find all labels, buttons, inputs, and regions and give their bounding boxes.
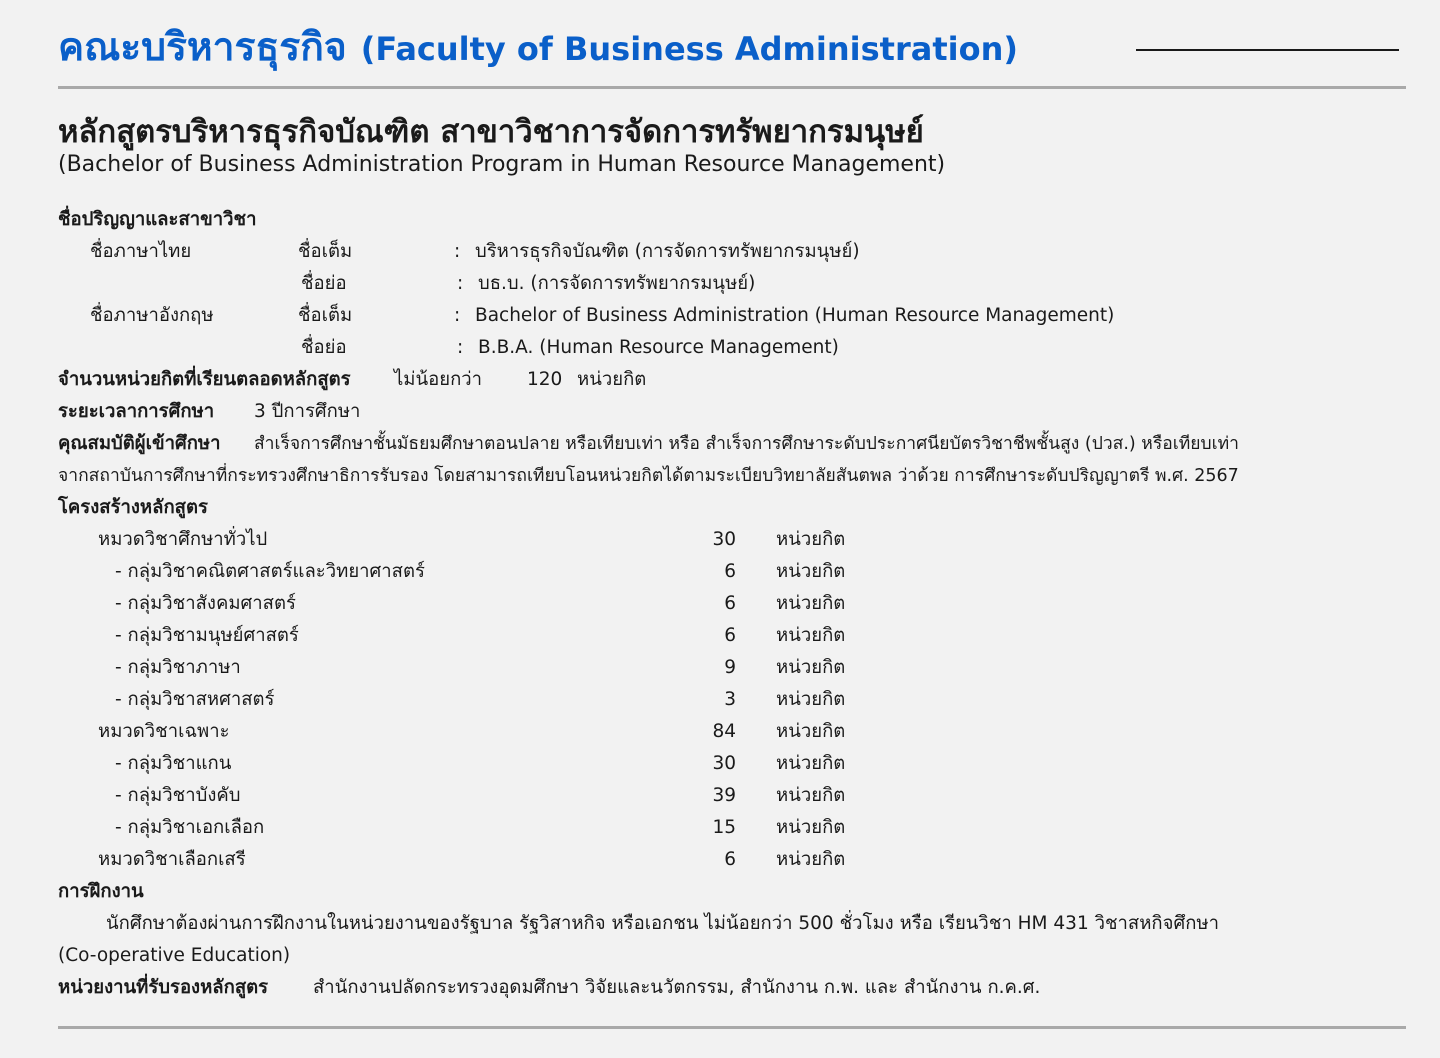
structure-unit: หน่วยกิต [776, 529, 846, 550]
degree-colon: : [457, 337, 464, 358]
structure-unit: หน่วยกิต [776, 753, 846, 774]
structure-label: หมวดวิชาศึกษาทั่วไป [98, 529, 268, 550]
degree-colon: : [454, 305, 461, 326]
internship-heading: การฝึกงาน [58, 881, 144, 902]
duration-value: 3 ปีการศึกษา [254, 401, 361, 422]
degree-kind: ชื่อเต็ม [298, 241, 353, 262]
structure-value: 15 [712, 817, 736, 838]
structure-label: - กลุ่มวิชาบังคับ [115, 785, 241, 806]
structure-value: 30 [712, 753, 736, 774]
degree-kind: ชื่อย่อ [301, 337, 347, 358]
structure-value: 30 [712, 529, 736, 550]
top-divider [58, 86, 1406, 89]
structure-value: 9 [724, 657, 736, 678]
qualification-text-cont: จากสถาบันการศึกษาที่กระทรวงศึกษาธิการรับรอง โดยสามารถเทียบโอนหน่วยกิตได้ตามระเบียบวิทยาลัยสันตพล ว่าด้วย การศึกษาระดับปริญญาตรี พ.ศ. 2567 [58, 466, 1239, 486]
degree-value: บริหารธุรกิจบัณฑิต (การจัดการทรัพยากรมนุษย์) [475, 241, 860, 262]
program-title-th: หลักสูตรบริหารธุรกิจบัณฑิต สาขาวิชาการจัดการทรัพยากรมนุษย์ [58, 114, 924, 150]
credits-qualifier: ไม่น้อยกว่า [394, 369, 483, 390]
qualification-label: คุณสมบัติผู้เข้าศึกษา [58, 433, 221, 454]
degree-lang: ชื่อภาษาไทย [90, 241, 192, 262]
structure-unit: หน่วยกิต [776, 593, 846, 614]
structure-label: - กลุ่มวิชาแกน [115, 753, 232, 774]
degree-kind: ชื่อย่อ [301, 273, 347, 294]
degree-colon: : [457, 273, 464, 294]
structure-unit: หน่วยกิต [776, 625, 846, 646]
structure-unit: หน่วยกิต [776, 561, 846, 582]
structure-unit: หน่วยกิต [776, 817, 846, 838]
internship-text: นักศึกษาต้องผ่านการฝึกงานในหน่วยงานของรัฐบาล รัฐวิสาหกิจ หรือเอกชน ไม่น้อยกว่า 500 ชั่วโมง หรือ เรียนวิชา HM 431 วิชาสหกิจศึกษา [106, 913, 1219, 934]
credits-unit: หน่วยกิต [577, 369, 647, 390]
accreditation-label: หน่วยงานที่รับรองหลักสูตร [58, 977, 269, 998]
structure-label: หมวดวิชาเฉพาะ [98, 721, 230, 742]
structure-unit: หน่วยกิต [776, 721, 846, 742]
faculty-title-th: คณะบริหารธุรกิจ [58, 25, 347, 70]
degree-kind: ชื่อเต็ม [298, 305, 353, 326]
degree-value: บธ.บ. (การจัดการทรัพยากรมนุษย์) [478, 273, 756, 294]
structure-value: 6 [724, 593, 736, 614]
duration-label: ระยะเวลาการศึกษา [58, 401, 215, 422]
faculty-title-en: (Faculty of Business Administration) [360, 30, 1018, 68]
degree-colon: : [454, 241, 461, 262]
degree-value: Bachelor of Business Administration (Human Resource Management) [475, 305, 1115, 326]
internship-text-cont: (Co-operative Education) [58, 945, 291, 966]
structure-unit: หน่วยกิต [776, 689, 846, 710]
structure-value: 84 [712, 721, 736, 742]
degree-lang: ชื่อภาษาอังกฤษ [90, 305, 214, 326]
bottom-divider [58, 1026, 1406, 1029]
structure-label: - กลุ่มวิชาเอกเลือก [115, 817, 265, 838]
structure-heading: โครงสร้างหลักสูตร [58, 497, 208, 518]
structure-unit: หน่วยกิต [776, 785, 846, 806]
faculty-title [58, 22, 1018, 75]
credits-value: 120 [527, 369, 563, 390]
structure-label: - กลุ่มวิชาสหศาสตร์ [115, 689, 275, 710]
structure-value: 6 [724, 849, 736, 870]
qualification-text: สำเร็จการศึกษาชั้นมัธยมศึกษาตอนปลาย หรือเทียบเท่า หรือ สำเร็จการศึกษาระดับประกาศนียบัตรวิชาชีพชั้นสูง (ปวส.) หรือเทียบเท่า [254, 434, 1239, 454]
structure-value: 3 [724, 689, 736, 710]
structure-unit: หน่วยกิต [776, 849, 846, 870]
structure-label: - กลุ่มวิชาคณิตศาสตร์และวิทยาศาสตร์ [115, 561, 425, 582]
credits-label: จำนวนหน่วยกิตที่เรียนตลอดหลักสูตร [58, 369, 351, 390]
structure-label: - กลุ่มวิชามนุษย์ศาสตร์ [115, 625, 299, 646]
structure-value: 39 [712, 785, 736, 806]
structure-value: 6 [724, 561, 736, 582]
degree-heading: ชื่อปริญญาและสาขาวิชา [58, 209, 257, 230]
program-title-en: (Bachelor of Business Administration Program in Human Resource Management) [58, 152, 946, 177]
degree-value: B.B.A. (Human Resource Management) [478, 337, 839, 358]
structure-unit: หน่วยกิต [776, 657, 846, 678]
accreditation-value: สำนักงานปลัดกระทรวงอุดมศึกษา วิจัยและนวัตกรรม, สำนักงาน ก.พ. และ สำนักงาน ก.ค.ศ. [313, 977, 1041, 998]
structure-label: - กลุ่มวิชาภาษา [115, 657, 241, 678]
structure-value: 6 [724, 625, 736, 646]
structure-label: หมวดวิชาเลือกเสรี [98, 849, 246, 870]
header-rule [1136, 49, 1399, 51]
structure-label: - กลุ่มวิชาสังคมศาสตร์ [115, 593, 296, 614]
